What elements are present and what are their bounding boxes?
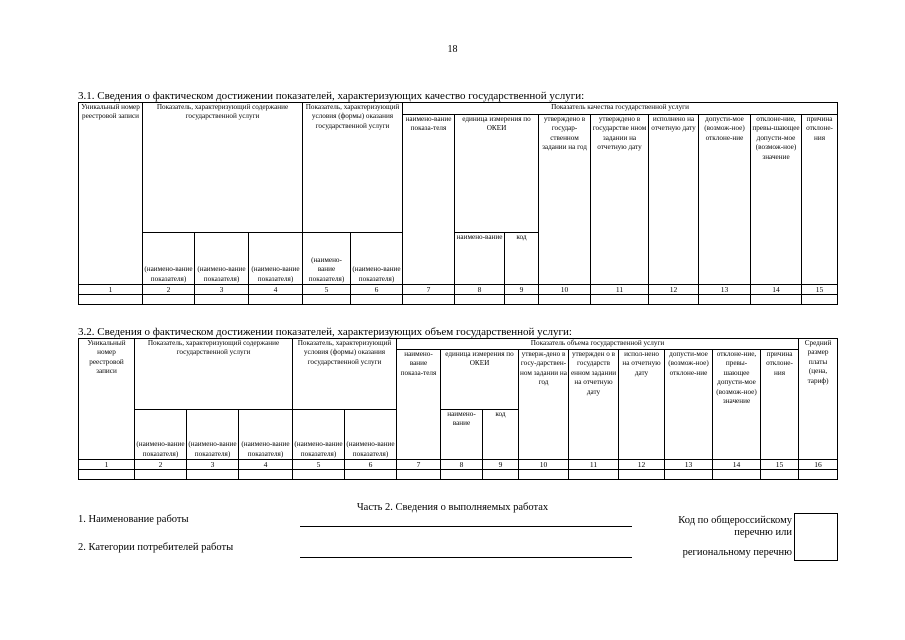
registry-code-label (678, 515, 792, 539)
header-done: исполнено на отчетную дату (649, 115, 699, 285)
header-unique-number: Уникальный номер реестровой записи (79, 103, 143, 285)
param-name-cell: (наимено-вание показателя) (351, 233, 403, 285)
consumer-category-field[interactable] (300, 557, 632, 558)
header-unit: единица измерения по ОКЕИ (455, 115, 539, 233)
part-2-title: Часть 2. Сведения о выполняемых работах (356, 502, 549, 513)
column-number: 9 (483, 460, 519, 470)
table-row (79, 295, 838, 305)
column-number: 12 (619, 460, 665, 470)
header-unit-name: наимено-вание (455, 233, 505, 285)
column-number: 15 (761, 460, 799, 470)
header-unique-number: Уникальный номер реестровой записи (79, 339, 135, 460)
column-number: 7 (397, 460, 441, 470)
column-number: 13 (699, 285, 751, 295)
param-name-cell: (наимено-вание показателя) (195, 233, 249, 285)
column-number: 7 (403, 285, 455, 295)
column-number: 2 (143, 285, 195, 295)
header-approved-year: утверж-дено в госу-дарствен-ном задании на год (519, 350, 569, 460)
column-number: 1 (79, 285, 143, 295)
column-number: 1 (79, 460, 135, 470)
page-number: 18 (447, 44, 458, 55)
registry-code-line-3: региональному перечню (682, 547, 792, 558)
header-average-fee: Средний размер платы (цена, тариф) (799, 339, 838, 460)
header-approved-date: утвержден о в государств енном задании на отчетную дату (569, 350, 619, 460)
header-deviation-reason: причина отклоне-ния (761, 350, 799, 460)
header-indicator-name: наимено-вание показа-теля (403, 115, 455, 285)
column-number: 3 (195, 285, 249, 295)
param-name-cell: (наимено-вание показателя) (303, 233, 351, 285)
header-excess-deviation: отклоне-ние, превы-шающее допусти-мое (возмож-ное) значение (751, 115, 802, 285)
work-name-label: 1. Наименование работы (78, 514, 189, 525)
header-deviation-reason: причина отклоне-ния (802, 115, 838, 285)
column-number: 11 (569, 460, 619, 470)
column-number: 8 (441, 460, 483, 470)
column-number: 10 (539, 285, 591, 295)
registry-code-line-1: Код по общероссийскому (678, 515, 792, 526)
column-number: 6 (351, 285, 403, 295)
registry-code-box[interactable] (794, 513, 838, 561)
registry-code-line-2: перечню или (734, 527, 792, 538)
header-allowed-deviation: допусти-мое (возмож-ное) отклоне-ние (699, 115, 751, 285)
column-number: 9 (505, 285, 539, 295)
param-name-cell: (наимено-вание показателя) (143, 233, 195, 285)
header-quality-indicator: Показатель качества государственной услуги (403, 103, 838, 115)
param-name-cell: (наимено-вание показателя) (239, 410, 293, 460)
column-number: 4 (239, 460, 293, 470)
quality-table (78, 102, 838, 305)
column-number: 3 (187, 460, 239, 470)
header-excess-deviation: отклоне-ние, превы-шающее допусти-мое (возмож-ное) значение (713, 350, 761, 460)
param-name-cell: (наимено-вание показателя) (293, 410, 345, 460)
param-name-cell: (наимено-вание показателя) (249, 233, 303, 285)
column-number: 4 (249, 285, 303, 295)
column-number: 12 (649, 285, 699, 295)
consumer-category-label: 2. Категории потребителей работы (78, 542, 234, 553)
column-number: 8 (455, 285, 505, 295)
column-number: 10 (519, 460, 569, 470)
param-name-cell: (наимено-вание показателя) (135, 410, 187, 460)
header-content-indicator: Показатель, характеризующий содержание государственной услуги (143, 103, 303, 233)
section-3-1-title: 3.1. Сведения о фактическом достижении показателей, характеризующих качество государственной услуги: (78, 90, 585, 102)
header-allowed-deviation: допусти-мое (возмож-ное) отклоне-ние (665, 350, 713, 460)
column-number: 15 (802, 285, 838, 295)
volume-table (78, 338, 838, 480)
column-number: 14 (751, 285, 802, 295)
table-row (79, 470, 838, 480)
header-condition-indicator: Показатель, характеризующий условия (формы) оказания государственной услуги (293, 339, 397, 410)
section-3-2-title: 3.2. Сведения о фактическом достижении показателей, характеризующих объем государственной услуги: (78, 326, 572, 338)
header-approved-year: утверждено в государ-ственном задании на год (539, 115, 591, 285)
header-unit-name: наимено-вание (441, 410, 483, 460)
column-number: 6 (345, 460, 397, 470)
column-number: 11 (591, 285, 649, 295)
column-number: 13 (665, 460, 713, 470)
header-done: испол-нено на отчетную дату (619, 350, 665, 460)
header-approved-date: утверждено в государстве нном задании на отчетную дату (591, 115, 649, 285)
work-name-field[interactable] (300, 526, 632, 527)
header-unit-code: код (505, 233, 539, 285)
header-volume-indicator: Показатель объема государственной услуги (397, 339, 799, 350)
header-unit: единица измерения по ОКЕИ (441, 350, 519, 410)
header-condition-indicator: Показатель, характеризующий условия (формы) оказания государственной услуги (303, 103, 403, 233)
header-content-indicator: Показатель, характеризующий содержание государственной услуги (135, 339, 293, 410)
header-unit-code: код (483, 410, 519, 460)
header-indicator-name: наимено-вание показа-теля (397, 350, 441, 460)
column-number: 14 (713, 460, 761, 470)
column-number: 5 (293, 460, 345, 470)
column-number: 16 (799, 460, 838, 470)
param-name-cell: (наимено-вание показателя) (345, 410, 397, 460)
column-number: 5 (303, 285, 351, 295)
param-name-cell: (наимено-вание показателя) (187, 410, 239, 460)
column-number: 2 (135, 460, 187, 470)
